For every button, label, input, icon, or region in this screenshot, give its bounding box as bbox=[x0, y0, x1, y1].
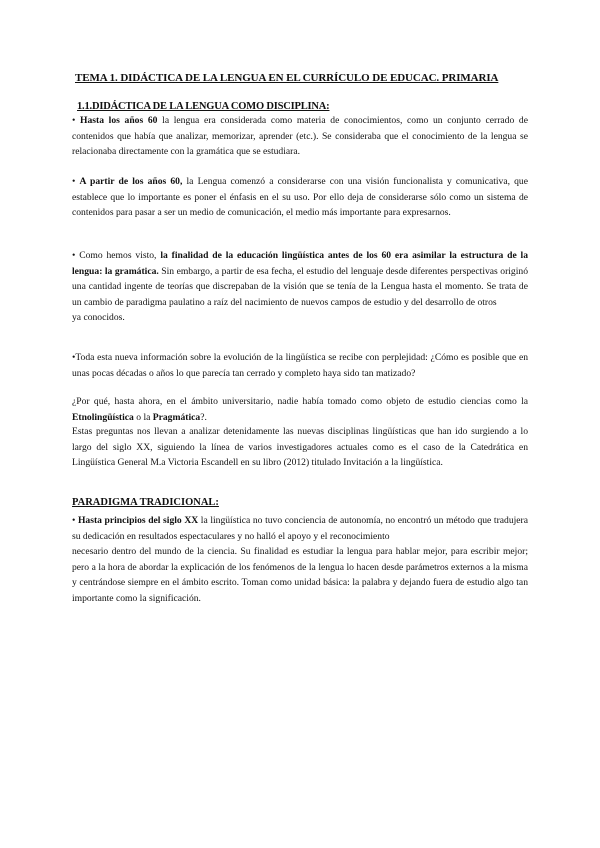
paragraph-text: Estas preguntas nos llevan a analizar detenidamente las nuevas disciplinas lingüísticas que han ido surgiendo a lo largo del siglo XX, siguiendo la línea de varios investigadores actuales como es el caso de la Catedrática en Lingüística General M.a Victoria Escandell en su libro (2012) titulado Invitación a la lingüística. bbox=[72, 426, 528, 469]
bullet: • bbox=[72, 176, 76, 187]
bold-term-pragmatica: Pragmática bbox=[152, 411, 201, 423]
bullet: • bbox=[72, 115, 76, 126]
section-heading-didactica: 1.1.DIDÁCTICA DE LA LENGUA COMO DISCIPLINA: bbox=[77, 101, 330, 112]
paragraph-intro: Como hemos visto, bbox=[75, 250, 161, 261]
bold-phrase: A partir de los años 60, bbox=[79, 176, 183, 187]
paragraph-hasta-anos-60 bbox=[72, 113, 528, 160]
paragraph-text: la lingüística no tuvo conciencia de autonomía, no encontró un método que tradujera su dedicación en resultados espectaculares y no halló el apoyo y el reconocimiento bbox=[72, 515, 528, 542]
paragraph-text: ?. bbox=[200, 411, 207, 423]
paragraph-text: •Toda esta nueva información sobre la evolución de la lingüística se recibe con perplejidad: ¿Cómo es posible que en unas pocas décadas o años lo que parecía tan cerrado y completo haya sido tan matizado? bbox=[72, 352, 528, 379]
paragraph-text-continued: necesario dentro del mundo de la ciencia. Su finalidad es estudiar la lengua para hablar mejor, para escribir mejor; pero a la hora de abordar la explicación de los fenómenos de la lengua lo hacen desde parámetros externos a la misma y centrándose siempre en el ámbito escrito. Toman como unidad básica: la palabra y dejando fuera de estudio algo tan importante como la significación. bbox=[72, 546, 528, 604]
paragraph-text: la lengua era considerada como materia de conocimientos, como un conjunto cerrado de contenidos que había que analizar, memorizar, aprender (etc.). Se consideraba que el conocimiento de la lengua se relacionaba directamente con la gramática que se estudiara. bbox=[72, 115, 528, 158]
bold-phrase: Hasta los años 60 bbox=[80, 115, 158, 126]
paragraph-estas-preguntas bbox=[72, 424, 528, 471]
section-heading-paradigma: PARADIGMA TRADICIONAL: bbox=[72, 497, 219, 508]
bold-phrase: Hasta principios del siglo XX bbox=[75, 515, 199, 526]
paragraph-text: ¿Por qué, hasta ahora, en el ámbito universitario, nadie había tomado como objeto de estudio ciencias como la bbox=[72, 396, 528, 407]
paragraph-text: o la bbox=[133, 411, 153, 423]
paragraph-paradigma-tradicional bbox=[72, 513, 528, 607]
paragraph-finalidad-educacion bbox=[72, 248, 528, 326]
bold-phrase: la finalidad de la educación lingüística antes de los 60 era asimilar la estructura de la lengua: la gramática. bbox=[72, 250, 529, 277]
bold-term-etnolinguistica: Etnolingüística bbox=[72, 411, 134, 423]
page-title: TEMA 1. DIDÁCTICA DE LA LENGUA EN EL CURRÍCULO DE EDUCAC. PRIMARIA bbox=[75, 72, 499, 84]
bullet: • bbox=[72, 515, 76, 526]
paragraph-por-que bbox=[72, 394, 528, 425]
paragraph-tail: ya conocidos. bbox=[72, 312, 125, 324]
paragraph-text: la Lengua comenzó a considerarse con una visión funcionalista y comunicativa, que establece que lo importante es poner el énfasis en el su uso. Por ello deja de considerarse sólo como un sistema de contenidos para pasar a ser un medio de comunicación, el medio más importante para expresarnos. bbox=[72, 176, 528, 219]
bullet: • bbox=[72, 250, 76, 261]
paragraph-nueva-informacion bbox=[72, 350, 528, 381]
paragraph-a-partir-anos-60 bbox=[72, 174, 528, 221]
paragraph-text: Sin embargo, a partir de esa fecha, el estudio del lenguaje desde diferentes perspectivas originó una cantidad ingente de teorías que discrepaban de la visión que se tenía de la Lengua hasta el momento. Se trata de un cambio de paradigma paulatino a raíz del nacimiento de nuevos campos de estudio y del desarrollo de otros bbox=[72, 265, 528, 308]
